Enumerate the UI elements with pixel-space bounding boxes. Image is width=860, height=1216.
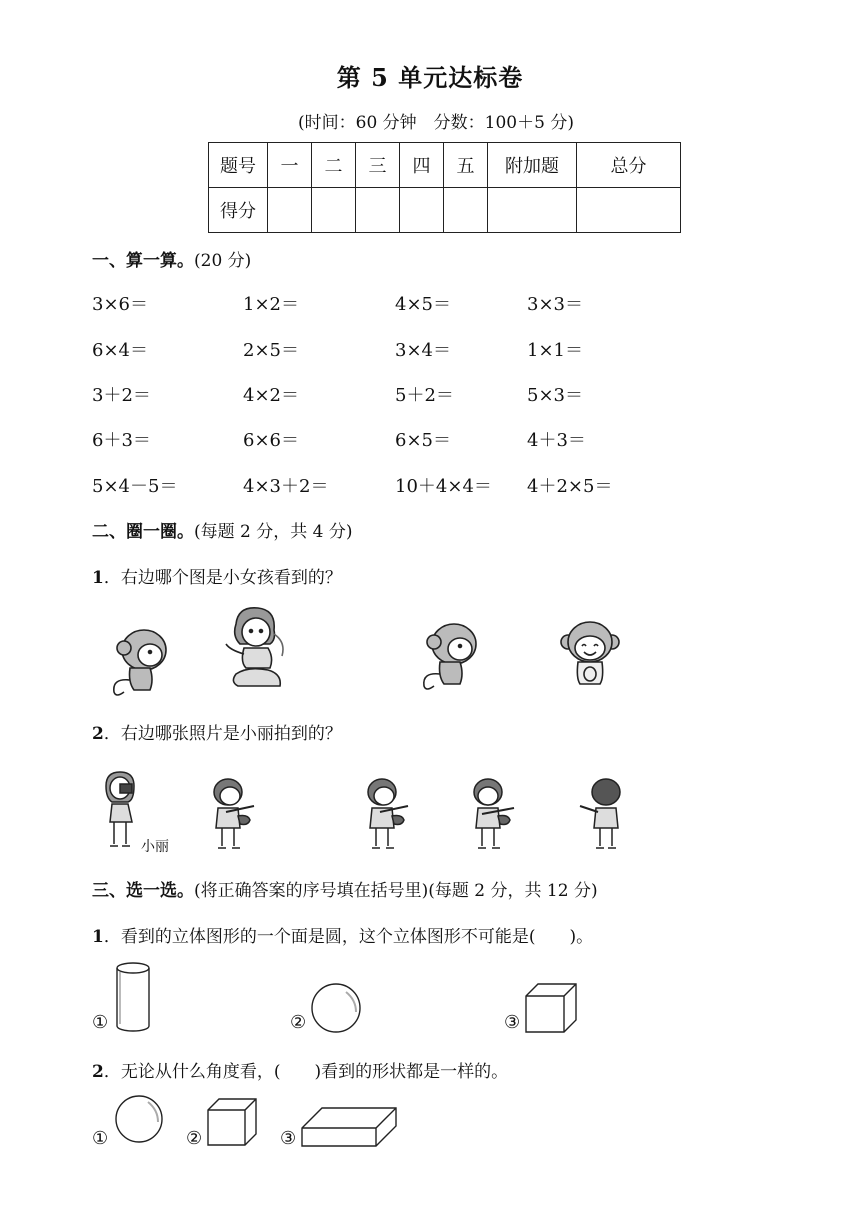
girl-icon — [218, 604, 290, 692]
score-header-cell: 总分 — [577, 143, 681, 188]
question-text: ．右边哪个图是小女孩看到的？ — [103, 568, 342, 588]
score-cell[interactable] — [312, 188, 356, 233]
calc-item: 1×2＝ — [243, 294, 299, 315]
option-marker-2[interactable]: ② — [186, 1128, 203, 1149]
option-marker-3[interactable]: ③ — [504, 1012, 521, 1033]
calc-item: 3×3＝ — [527, 294, 583, 315]
score-table-header-row — [209, 143, 681, 188]
question-3-1 — [92, 922, 593, 947]
score-header-cell: 三 — [356, 143, 400, 188]
calc-item: 3×4＝ — [395, 340, 451, 361]
boy-violin-reference-icon — [204, 776, 262, 852]
monkey-side-option-icon[interactable] — [414, 618, 484, 690]
score-header-cell: 二 — [312, 143, 356, 188]
score-row-label: 得分 — [209, 188, 268, 233]
page-title: 第 5 单元达标卷 — [336, 63, 524, 92]
question-number: 1 — [92, 927, 104, 947]
score-header-cell: 五 — [444, 143, 488, 188]
calc-item: 5＋2＝ — [395, 385, 454, 406]
calc-item: 2×5＝ — [243, 340, 299, 361]
section1-title: 一、算一算。 — [92, 251, 194, 271]
section2-title: 二、圈一圈。 — [92, 522, 194, 542]
option-marker-2[interactable]: ② — [290, 1012, 307, 1033]
calc-item: 4＋3＝ — [527, 430, 586, 451]
question-text: ．无论从什么角度看，( )看到的形状都是一样的。 — [103, 1062, 509, 1082]
calc-item: 4×5＝ — [395, 294, 451, 315]
question-2-2 — [92, 719, 342, 744]
score-cell[interactable] — [488, 188, 577, 233]
question-number: 1 — [92, 568, 104, 588]
section3-title: 三、选一选。 — [92, 881, 194, 901]
score-header-cell: 四 — [400, 143, 444, 188]
score-header-cell: 题号 — [209, 143, 268, 188]
boy-violin-back-option-icon[interactable] — [576, 776, 634, 852]
score-cell[interactable] — [356, 188, 400, 233]
calc-item: 6×4＝ — [92, 340, 148, 361]
monkey-side-icon — [100, 622, 175, 697]
score-cell[interactable] — [444, 188, 488, 233]
question-number: 2 — [92, 724, 104, 744]
boy-violin-option-1-icon[interactable] — [358, 776, 416, 852]
exam-meta: (时间：60 分钟 分数：100＋5 分) — [298, 113, 574, 133]
score-cell[interactable] — [577, 188, 681, 233]
score-header-cell: 一 — [268, 143, 312, 188]
calc-item: 4×2＝ — [243, 385, 299, 406]
monkey-front-option-icon[interactable] — [560, 618, 620, 690]
cuboid-icon — [300, 1106, 398, 1148]
calc-item: 10＋4×4＝ — [395, 476, 492, 497]
calc-item: 3＋2＝ — [92, 385, 151, 406]
cylinder-icon — [114, 960, 152, 1036]
sphere-icon — [114, 1094, 164, 1144]
calc-item: 4＋2×5＝ — [527, 476, 613, 497]
section3-heading — [92, 876, 598, 901]
score-header-cell: 附加题 — [488, 143, 577, 188]
section2-points: (每题 2 分，共 4 分) — [194, 522, 353, 542]
cube-icon — [206, 1097, 258, 1147]
section1-heading — [92, 246, 251, 271]
score-cell[interactable] — [400, 188, 444, 233]
xiaoli-label: 小丽 — [141, 839, 169, 855]
cube-icon — [524, 982, 578, 1034]
calc-item: 6×5＝ — [395, 430, 451, 451]
option-marker-1[interactable]: ① — [92, 1012, 109, 1033]
calc-item: 1×1＝ — [527, 340, 583, 361]
option-marker-1[interactable]: ① — [92, 1128, 109, 1149]
question-number: 2 — [92, 1062, 104, 1082]
section3-points: (将正确答案的序号填在括号里)(每题 2 分，共 12 分) — [194, 881, 598, 901]
calc-item: 6＋3＝ — [92, 430, 151, 451]
xiaoli-girl-camera-icon — [96, 770, 142, 852]
calc-item: 5×4－5＝ — [92, 476, 178, 497]
question-text: ．右边哪张照片是小丽拍到的？ — [103, 724, 342, 744]
calc-item: 3×6＝ — [92, 294, 148, 315]
option-marker-3[interactable]: ③ — [280, 1128, 297, 1149]
calc-item: 5×3＝ — [527, 385, 583, 406]
score-table-score-row — [209, 188, 681, 233]
question-text: ．看到的立体图形的一个面是圆，这个立体图形不可能是( )。 — [103, 927, 594, 947]
calc-item: 6×6＝ — [243, 430, 299, 451]
score-table — [208, 142, 681, 233]
sphere-icon — [310, 982, 362, 1034]
boy-violin-option-2-icon[interactable] — [462, 776, 520, 852]
score-cell[interactable] — [268, 188, 312, 233]
section2-heading — [92, 517, 353, 542]
calc-item: 4×3＋2＝ — [243, 476, 329, 497]
question-2-1 — [92, 563, 342, 588]
question-3-2 — [92, 1057, 508, 1082]
section1-points: (20 分) — [194, 251, 252, 271]
